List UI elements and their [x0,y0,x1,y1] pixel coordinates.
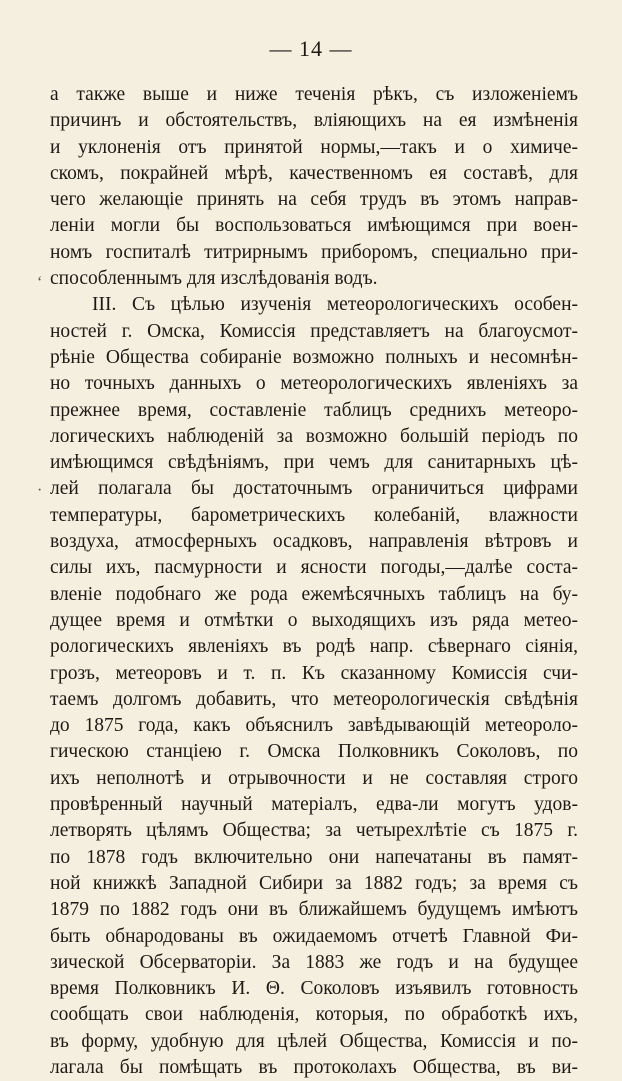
text-line: температуры, барометрическихъ колебаній, влажности [50,504,578,526]
text-line: III. Съ цѣлью изученія метеорологическихъ особен- [92,294,578,316]
text-line: номъ госпиталѣ титрирнымъ приборомъ, специально при- [50,241,578,263]
text-line: леніи могли бы воспользоваться имѣющимся при воен- [50,215,578,237]
page-number: — 14 — [269,36,353,61]
text-line: въ форму, удобную для цѣлей Общества, Комиссія и по- [50,1030,578,1052]
text-line: рѣніе Общества собираніе возможно полныхъ и несомнѣн- [50,346,578,368]
text-line: а также выше и ниже теченія рѣкъ, съ изложеніемъ [50,84,578,105]
margin-mark: · [37,482,43,499]
text-line: но точныхъ данныхъ о метеорологическихъ явленіяхъ за [50,373,578,395]
text-line: грозъ, метеоровъ и т. п. Къ сказанному Комиссія счи- [50,662,578,684]
text-line: гическою станціею г. Омска Полковникъ Соколовъ, по [50,741,578,763]
text-line: лей полагала бы достаточнымъ ограничиться цифрами [50,478,578,500]
text-line: скомъ, покрайней мѣрѣ, качественномъ ея составѣ, для [50,162,578,184]
text-line: логическихъ наблюденій за возможно большій періодъ по [50,425,578,447]
text-line: время Полковникъ И. Θ. Соколовъ изъявилъ готовность [50,978,578,1000]
text-line: зической Обсерваторіи. За 1883 же годъ и на будущее [50,951,578,973]
text-line: ностей г. Омска, Комиссія представляетъ на благоусмот- [50,320,578,342]
text-line: силы ихъ, пасмурности и ясности погоды,—далѣе соста- [50,557,578,579]
text-line: причинъ и обстоятельствъ, вліяющихъ на ея измѣненія [50,110,578,132]
text-line: способленнымъ для изслѣдованія водъ. [50,268,378,290]
text-line: таемъ долгомъ добавить, что метеорологическія свѣдѣнія [50,688,578,710]
text-line: ной книжкѣ Западной Сибири за 1882 годъ; за время съ [50,872,578,894]
text-line: рологическихъ явленіяхъ въ родѣ напр. сѣвернаго сіянія, [50,636,578,658]
text-line: чего желающіе принять на себя трудъ въ этомъ направ- [50,189,578,211]
text-line: быть обнародованы въ ожидаемомъ отчетѣ Главной Фи- [50,925,578,947]
text-line: ихъ неполнотѣ и отрывочности и не составляя строго [50,767,578,789]
text-line: лагала бы помѣщать въ протоколахъ Общества, въ ви- [50,1056,578,1078]
text-line: провѣренный научный матеріалъ, едва-ли могутъ удов- [50,794,578,816]
text-line: прежнее время, составленіе таблицъ среднихъ метеоро- [50,399,578,421]
text-line: и уклоненія отъ принятой нормы,—такъ и о химиче- [50,136,578,158]
text-line: вленіе подобнаго же рода ежемѣсячныхъ таблицъ на бу- [50,583,578,605]
text-line: имѣющимся свѣдѣніямъ, при чемъ для санитарныхъ цѣ- [50,452,578,474]
text-line: по 1878 годъ включительно они напечатаны въ памят- [50,846,578,868]
text-line: летворять цѣлямъ Общества; за четырехлѣтіе съ 1875 г. [50,820,578,842]
text-line: воздуха, атмосферныхъ осадковъ, направленія вѣтровъ и [50,531,578,553]
margin-mark: ‘ [37,274,43,291]
text-line: сообщать свои наблюденія, которыя, по обработкѣ ихъ, [50,1004,578,1026]
text-line: 1879 по 1882 годъ они въ ближайшемъ будущемъ имѣютъ [50,899,578,921]
body-text [50,82,578,1081]
text-line: дущее время и отмѣтки о выходящихъ изъ ряда метео- [50,609,578,631]
text-line: до 1875 года, какъ объяснилъ завѣдывающій метеороло- [50,715,578,737]
